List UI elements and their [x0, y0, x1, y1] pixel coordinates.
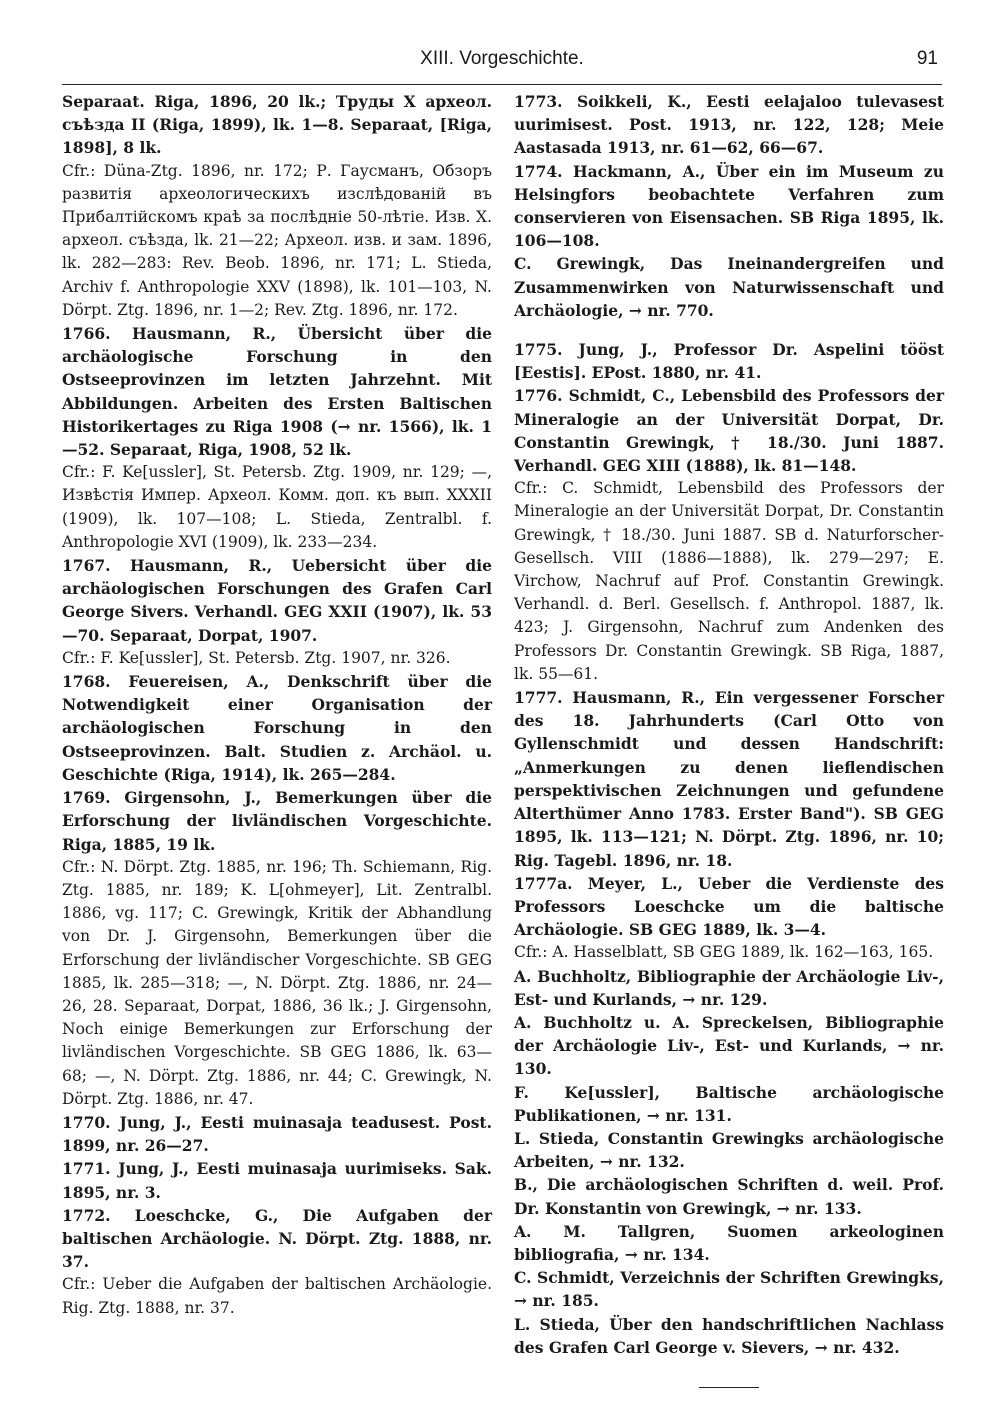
- bibliography-entry: [62, 670, 492, 786]
- entry-cfr: Cfr.: A. Hasselblatt, SB GEG 1889, lk. 162—163, 165.: [514, 943, 934, 962]
- bibliography-entry: [62, 1111, 492, 1157]
- bibliography-entry: [514, 252, 944, 322]
- bibliography-entry: [62, 786, 492, 1111]
- entry-text: 1776. Schmidt, C., Lebensbild des Professors der Mineralogie an der Universität Dorpat, Dr. Constantin Grewingk, † 18./30. Juni 1887. Verhandl. GEG XIII (1888), lk. 81—148.: [514, 386, 944, 476]
- end-divider: [699, 1387, 759, 1388]
- entry-text: 1774. Hackmann, A., Über ein im Museum zu Helsingfors beobachtete Verfahren zum conservieren von Eisensachen. SB Riga 1895, lk. 106—108.: [514, 161, 944, 251]
- entry-text: 1777a. Meyer, L., Ueber die Verdienste des Professors Loeschcke um die baltische Archäologie. SB GEG 1889, lk. 3—4.: [514, 873, 944, 940]
- bibliography-entry: [62, 1204, 492, 1320]
- entry-cfr: Cfr.: N. Dörpt. Ztg. 1885, nr. 196; Th. Schiemann, Rig. Ztg. 1885, nr. 189; K. L[ohmeyer], Lit. Zentralbl. 1886, vg. 117; C. Grewingk, Kritik der Abhandlung von Dr. J. Girgensohn, Bemerkungen über die Erforschung der livländischer Vorgeschichte. SB GEG 1885, lk. 285—318; —, N. Dörpt. Ztg. 1886, nr. 24—26, 28. Separaat, Dorpat, 1886, 36 lk.; J. Girgensohn, Noch einige Bemerkungen zur Erforschung der livländischen Vorgeschichte. SB GEG 1886, lk. 63—68; —, N. Dörpt. Ztg. 1886, nr. 44; C. Grewingk, N. Dörpt. Ztg. 1886, nr. 47.: [62, 857, 492, 1108]
- entry-cfr: Cfr.: Düna-Ztg. 1896, nr. 172; Р. Гаусманъ, Обзоръ развитія археологическихъ изслѣдованій въ Прибалтійскомъ краѣ за послѣдніе 50-лѣтіе. Изв. X. археол. съѣзда, lk. 21—22; Археол. изв. и зам. 1896, lk. 282—283: Rev. Beob. 1896, nr. 171; L. Stieda, Archiv f. Anthropologie XXV (1898), lk. 101—103, N. Dörpt. Ztg. 1896, nr. 1—2; Rev. Ztg. 1896, nr. 172.: [62, 161, 492, 319]
- bibliography-entry: [514, 1313, 944, 1359]
- entry-text: A. Buchholtz u. A. Spreckelsen, Bibliographie der Archäologie Liv-, Est- und Kurlands, → nr. 130.: [514, 1012, 944, 1079]
- bibliography-entry: [514, 686, 944, 872]
- bibliography-entry: [514, 384, 944, 686]
- page-header: [62, 44, 942, 85]
- entry-text: F. Ke[ussler], Baltische archäologische Publikationen, → nr. 131.: [514, 1082, 944, 1125]
- bibliography-entry: [514, 160, 944, 253]
- entry-text: 1768. Feuereisen, A., Denkschrift über die Notwendigkeit einer Organisation der archäologischen Forschung in den Ostseeprovinzen. Balt. Studien z. Archäol. u. Geschichte (Riga, 1914), lk. 265—284.: [62, 672, 492, 784]
- entry-text: 1770. Jung, J., Eesti muinasaja teadusest. Post. 1899, nr. 26—27.: [62, 1112, 492, 1156]
- entry-text: 1777. Hausmann, R., Ein vergessener Forscher des 18. Jahrhunderts (Carl Otto von Gyllenschmidt und dessen Handschrift: „Anmerkungen zu denen lieflendischen perspektivischen Zeichnungen und gefundene Alterthümer Anno 1783. Erster Band"). SB GEG 1895, lk. 113—121; N. Dörpt. Ztg. 1896, nr. 10; Rig. Tagebl. 1896, nr. 18.: [514, 688, 944, 870]
- bibliography-entry: [514, 1011, 944, 1081]
- bibliography-entry: [514, 965, 944, 1011]
- bibliography-entry: [514, 90, 944, 160]
- bibliography-entry: [514, 1266, 944, 1312]
- bibliography-entry: [514, 872, 944, 965]
- entry-text: 1772. Loeschcke, G., Die Aufgaben der baltischen Archäologie. N. Dörpt. Ztg. 1888, nr. 37.: [62, 1205, 492, 1272]
- bibliography-entry: [62, 1157, 492, 1203]
- entry-cfr: Cfr.: F. Ke[ussler], St. Petersb. Ztg. 1907, nr. 326.: [62, 648, 451, 667]
- entry-cfr: Cfr.: F. Ke[ussler], St. Petersb. Ztg. 1909, nr. 129; —, Извѣстія Импер. Археол. Комм. доп. къ вып. XXXII (1909), lk. 107—108; L. Stieda, Zentralbl. f. Anthropologie XVI (1909), lk. 233—234.: [62, 463, 492, 551]
- bibliography-entry: [514, 1173, 944, 1219]
- page-number: 91: [916, 48, 938, 69]
- entry-text: 1766. Hausmann, R., Übersicht über die archäologische Forschung in den Ostseeprovinzen im letzten Jahrzehnt. Mit Abbildungen. Arbeiten des Ersten Baltischen Historikertages zu Riga 1908 (→ nr. 1566), lk. 1—52. Separaat, Riga, 1908, 52 lk.: [62, 324, 492, 460]
- entry-text: C. Schmidt, Verzeichnis der Schriften Grewingks, → nr. 185.: [514, 1268, 944, 1311]
- bibliography-entry: [514, 1220, 944, 1266]
- entry-text: B., Die archäologischen Schriften d. weil. Prof. Dr. Konstantin von Grewingk, → nr. 133.: [514, 1175, 944, 1218]
- entry-text: L. Stieda, Über den handschriftlichen Nachlass des Grafen Carl George v. Sievers, → nr. 432.: [514, 1314, 944, 1357]
- bibliography-entry: [62, 90, 492, 322]
- entry-text: Separaat. Riga, 1896, 20 lk.; Труды X археол. съѣзда II (Riga, 1899), lk. 1—8. Separaat, [Riga, 1898], 8 lk.: [62, 92, 492, 158]
- bibliography-entry: [514, 1127, 944, 1173]
- entry-text: 1775. Jung, J., Professor Dr. Aspelini tööst [Eestis]. EPost. 1880, nr. 41.: [514, 340, 944, 383]
- entry-text: A. Buchholtz, Bibliographie der Archäologie Liv-, Est- und Kurlands, → nr. 129.: [514, 966, 944, 1009]
- bibliography-entry: [62, 554, 492, 670]
- bibliography-entry: [514, 338, 944, 384]
- bibliography-entry: [514, 1081, 944, 1127]
- entry-text: A. M. Tallgren, Suomen arkeologinen bibliografia, → nr. 134.: [514, 1221, 944, 1264]
- entry-cfr: Cfr.: Ueber die Aufgaben der baltischen Archäologie. Rig. Ztg. 1888, nr. 37.: [62, 1275, 492, 1317]
- running-title: XIII. Vorgeschichte.: [420, 48, 584, 69]
- entry-text: C. Grewingk, Das Ineinandergreifen und Zusammenwirken von Naturwissenschaft und Archäologie, → nr. 770.: [514, 254, 944, 320]
- left-column: [62, 90, 492, 1320]
- entry-text: 1771. Jung, J., Eesti muinasaja uurimiseks. Sak. 1895, nr. 3.: [62, 1159, 492, 1202]
- entry-text: 1773. Soikkeli, K., Eesti eelajaloo tulevasest uurimisest. Post. 1913, nr. 122, 128; Meie Aastasada 1913, nr. 61—62, 66—67.: [514, 92, 944, 158]
- entry-text: 1769. Girgensohn, J., Bemerkungen über die Erforschung der livländischen Vorgeschichte. Riga, 1885, 19 lk.: [62, 788, 492, 854]
- entry-text: L. Stieda, Constantin Grewingks archäologische Arbeiten, → nr. 132.: [514, 1128, 944, 1172]
- entry-text: 1767. Hausmann, R., Uebersicht über die archäologischen Forschungen des Grafen Carl George Sivers. Verhandl. GEG XXII (1907), lk. 53—70. Separaat, Dorpat, 1907.: [62, 556, 492, 645]
- right-column: [514, 90, 944, 1388]
- entry-cfr: Cfr.: C. Schmidt, Lebensbild des Professors der Mineralogie an der Universität Dorpat, Dr. Constantin Grewingk, † 18./30. Juni 1887. SB d. Naturforscher-Gesellsch. VIII (1886—1888), lk. 279—297; E. Virchow, Nachruf auf Prof. Constantin Grewingk. Verhandl. d. Berl. Gesellsch. f. Anthropol. 1887, lk. 423; J. Girgensohn, Nachruf zum Andenken des Professors Dr. Constantin Grewingk. SB Riga, 1887, lk. 55—61.: [514, 479, 944, 683]
- bibliography-entry: [62, 322, 492, 554]
